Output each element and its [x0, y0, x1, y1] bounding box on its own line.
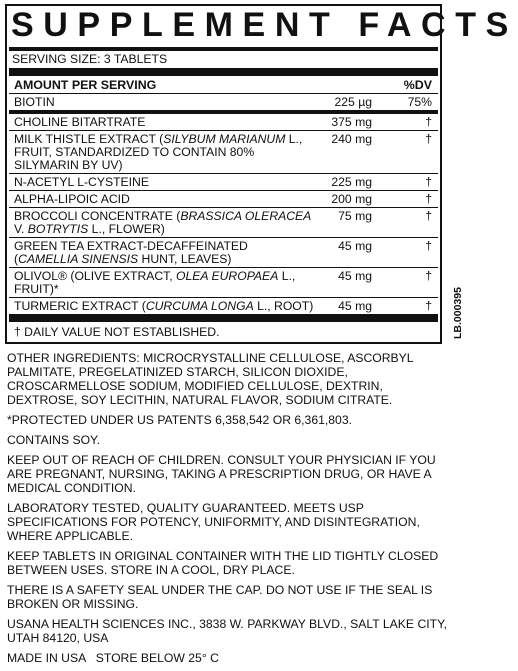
nutrient-amount: 45 mg [338, 269, 372, 283]
nutrient-name-part: N-ACETYL L-CYSTEINE [14, 175, 149, 189]
label-paragraph: LABORATORY TESTED, QUALITY GUARANTEED. MEETS USP SPECIFICATIONS FOR POTENCY, UNIFORMITY, AND DISINTEGRATION, WHERE APPLICABLE. [7, 501, 420, 543]
nutrient-row [9, 298, 438, 314]
nutrient-name-part: MILK THISTLE EXTRACT ( [14, 132, 164, 146]
nutrient-row [9, 268, 438, 298]
nutrient-row [9, 131, 438, 174]
daily-value: † [425, 269, 432, 283]
nutrient-name-part: BIOTIN [14, 95, 55, 109]
label-paragraph: OTHER INGREDIENTS: MICROCRYSTALLINE CELLULOSE, ASCORBYL PALMITATE, PREGELATINIZED STARCH, SILICON DIOXIDE, CROSCARMELLOSE SODIUM, MODIFIED CELLULOSE, DEXTRIN, DEXTROSE, SOY LECITHIN, NATURAL FLAVOR, SODIUM CITRATE. [7, 351, 414, 407]
nutrient-row [9, 208, 438, 238]
nutrient-name [14, 116, 314, 129]
botanical-name: SILYBUM MARIANUM [163, 132, 286, 146]
nutrient-name-part: OLIVOL® (OLIVE EXTRACT, [14, 269, 177, 283]
amount-per-serving-label: AMOUNT PER SERVING [14, 78, 157, 92]
nutrient-amount: 240 mg [331, 132, 372, 146]
nutrient-name [14, 96, 314, 109]
daily-value: † [425, 115, 432, 129]
nutrient-amount: 225 mg [331, 175, 372, 189]
daily-value: † [425, 175, 432, 189]
label-paragraph: THERE IS A SAFETY SEAL UNDER THE CAP. DO NOT USE IF THE SEAL IS BROKEN OR MISSING. [7, 583, 433, 611]
label-paragraph: USANA HEALTH SCIENCES INC., 3838 W. PARKWAY BLVD., SALT LAKE CITY, UTAH 84120, USA [7, 617, 448, 645]
daily-value: † [425, 209, 432, 223]
nutrient-name-part: L., FRUIT, STANDARDIZED TO CONTAIN 80% SILYMARIN BY UV) [14, 132, 303, 172]
daily-value: † [425, 132, 432, 146]
nutrient-name [14, 240, 314, 266]
nutrient-row [9, 191, 438, 208]
nutrient-amount: 45 mg [338, 239, 372, 253]
footnote: † DAILY VALUE NOT ESTABLISHED. [14, 325, 220, 339]
botanical-name: BRASSICA OLERACEA [180, 209, 312, 223]
label-paragraph: MADE IN USA STORE BELOW 25° C [7, 651, 219, 665]
nutrient-row [9, 174, 438, 191]
label-paragraph: CONTAINS SOY. [7, 433, 101, 447]
lot-code: LB.000395 [452, 287, 464, 339]
divider-heavy [9, 68, 438, 76]
label-paragraph: KEEP TABLETS IN ORIGINAL CONTAINER WITH THE LID TIGHTLY CLOSED BETWEEN USES. STORE IN A COOL, DRY PLACE. [7, 549, 439, 577]
daily-value: † [425, 239, 432, 253]
nutrient-amount: 200 mg [331, 192, 372, 206]
daily-value: † [425, 192, 432, 206]
botanical-name: CAMELLIA SINENSIS [18, 252, 139, 266]
daily-value: † [425, 299, 432, 313]
nutrient-amount: 45 mg [338, 299, 372, 313]
botanical-name: CURCUMA LONGA [145, 299, 254, 313]
nutrient-name-part: BROCCOLI CONCENTRATE ( [14, 209, 181, 223]
nutrient-name [14, 270, 314, 296]
nutrient-name-part: V. [14, 222, 28, 236]
nutrient-name-part: HUNT, LEAVES) [138, 252, 232, 266]
panel-title: SUPPLEMENT FACTS [11, 6, 518, 44]
nutrient-name [14, 193, 314, 206]
nutrient-name-part: CHOLINE BITARTRATE [14, 115, 146, 129]
nutrient-amount: 75 mg [338, 209, 372, 223]
nutrient-name [14, 210, 314, 236]
botanical-name: OLEA EUROPAEA [176, 269, 279, 283]
nutrient-name-part: GREEN TEA EXTRACT-DECAFFEINATED ( [14, 239, 248, 266]
nutrient-name-part: L., FRUIT)* [14, 269, 296, 296]
nutrient-name-part: ALPHA-LIPOIC ACID [14, 192, 130, 206]
label-paragraph: KEEP OUT OF REACH OF CHILDREN. CONSULT YOUR PHYSICIAN IF YOU ARE PREGNANT, NURSING, TAKING A PRESCRIPTION DRUG, OR HAVE A MEDICAL CONDITION. [7, 453, 436, 495]
daily-value: 75% [407, 95, 432, 109]
serving-size: SERVING SIZE: 3 TABLETS [12, 52, 168, 66]
dv-header: %DV [403, 78, 432, 92]
nutrient-name [14, 176, 314, 189]
nutrient-amount: 375 mg [331, 115, 372, 129]
label-paragraph: *PROTECTED UNDER US PATENTS 6,358,542 OR 6,361,803. [7, 413, 352, 427]
nutrient-name-part: L., FLOWER) [88, 222, 165, 236]
nutrient-name-part: TURMERIC EXTRACT ( [14, 299, 146, 313]
nutrient-name-part: L., ROOT) [253, 299, 314, 313]
nutrient-name [14, 133, 314, 172]
nutrient-row [9, 114, 438, 131]
nutrient-row [9, 94, 438, 114]
table-header [9, 76, 438, 94]
divider-heavy-bottom [9, 314, 438, 322]
nutrient-name [14, 300, 314, 313]
botanical-name: BOTRYTIS [27, 222, 89, 236]
label-text-block [7, 351, 447, 671]
nutrient-amount: 225 µg [334, 95, 372, 109]
nutrient-row [9, 238, 438, 268]
